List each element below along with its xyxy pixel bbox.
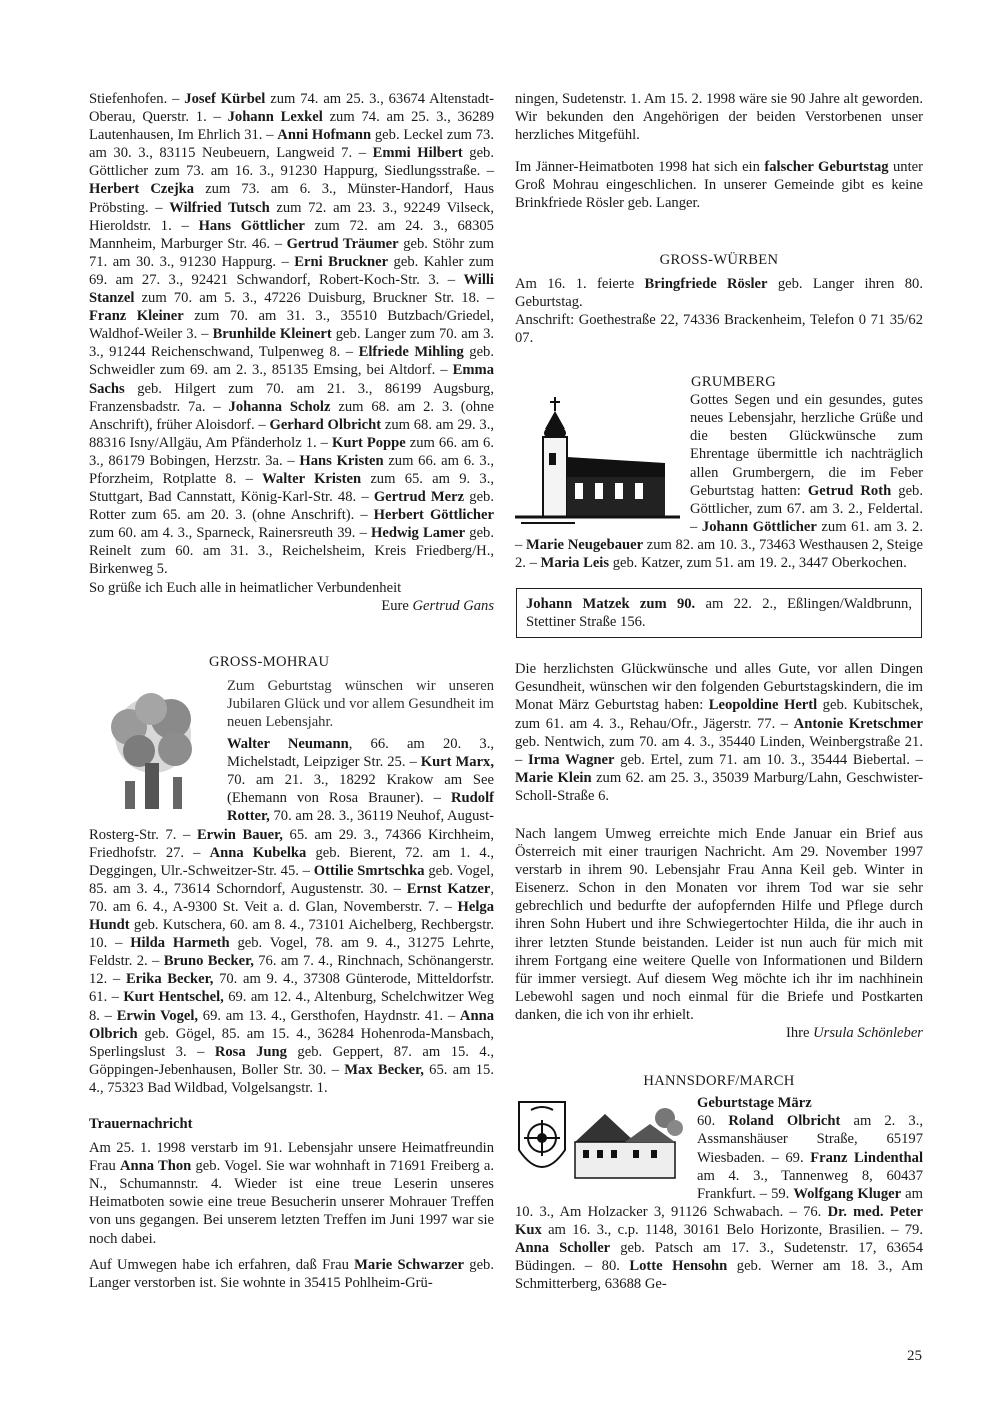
closing-line: So grüße ich Euch alle in heimatlicher Verbundenheit: [89, 579, 402, 596]
person-name: Rosa Jung: [214, 1043, 287, 1060]
text-run: 70. am 21. 3., 18292 Krakow am See (Ehemann von Rosa Brauner). –: [227, 772, 494, 807]
town-crest-illustration: [515, 1094, 687, 1186]
person-name: Marie Schwarzer: [354, 1256, 464, 1273]
text-run: zum 72. am 24. 3., 68305 Mannheim, Marburger Str. 46. –: [89, 217, 494, 252]
text-run: am 2. 3., Assmanshäuser Straße, 65197 Wiesbaden. – 69.: [697, 1113, 924, 1166]
text-run: Auf Umwegen habe ich erfahren, daß Frau: [89, 1256, 355, 1273]
continuation-text: ningen, Sudetenstr. 1. Am 15. 2. 1998 wäre sie 90 Jahre alt geworden. Wir bekunden den Angehörigen der beiden Verstorbenen unser herzliches Mitgefühl.: [515, 91, 923, 144]
signature-name: Gertrud Gans: [412, 597, 494, 614]
person-name: Hilda Harmeth: [130, 935, 230, 952]
section-title-trauernachricht: Trauernachricht: [89, 1115, 193, 1132]
text-run: zum 72. am 23. 3., 92249 Vilseck, Hieroldstr. 1. –: [89, 199, 494, 234]
person-name: Elfriede Mihling: [358, 344, 464, 361]
person-name: Kurt Hentschel,: [123, 989, 224, 1006]
person-name: Ernst Katzer: [406, 880, 491, 897]
text-run: 70. am 9. 4., 37308 Günterode, Mitteldorfstr. 61. –: [89, 971, 494, 1006]
section-title-gross-wuerben: GROSS-WÜRBEN: [659, 251, 779, 268]
crest-icon: [515, 1094, 687, 1186]
text-run: geb. Hilgert zum 70. am 21. 3., 86199 Augsburg, Franzensbadstr. 7a. –: [89, 380, 494, 415]
person-name: Erwin Vogel,: [116, 1007, 199, 1024]
person-name: Rudolf Rotter,: [227, 790, 494, 825]
text-run: Die herzlichsten Glückwünsche und alles Gute, vor allen Dingen Gesundheit, wünschen wir den folgenden Geburtstagskindern, die im Monat März Geburtstag haben:: [515, 661, 923, 714]
highlight-box: [516, 588, 922, 638]
person-name: Willi Stanzel: [89, 271, 494, 307]
text-run: geb. Werner am 18. 3., Am Schmitterberg, 63688 Ge-: [515, 1258, 923, 1293]
person-name: Johanna Scholz: [228, 398, 331, 415]
text-run: zum 73. am 6. 3., Münster-Handorf, Haus Pröbsting. –: [89, 181, 494, 216]
gross-mohrau-intro: Zum Geburtstag wünschen wir unseren Jubilaren Glück und vor allem Gesundheit im neuen Lebensjahr.: [227, 677, 494, 730]
text-run: zum 70. am 5. 3., 47226 Duisburg, Bruckner Str. 18. –: [134, 290, 494, 307]
person-name: Emma Sachs: [89, 362, 494, 397]
person-name: Walter Neumann: [227, 736, 349, 753]
person-name: Herbert Göttlicher: [373, 507, 494, 524]
signature-right-name: Ursula Schönleber: [813, 1025, 923, 1042]
person-name: Johann Göttlicher: [701, 518, 817, 535]
person-name: Leopoldine Hertl: [708, 697, 818, 714]
person-name: Marie Neugebauer: [525, 536, 644, 553]
text-run: geb. Vogel. Sie war wohnhaft in 71691 Freiberg a. N., Schumannstr. 4. Wieder ist eine treue Leserin unseres Heimatboten sowie eine treue Besucherin unserer Mohrauer Treffen von uns gegangen. Bei unserem letzten Treffen im Juni 1997 war sie noch dabei.: [89, 1158, 494, 1247]
person-name: Gertrud Merz: [373, 489, 465, 506]
text-run: zum 66. am 6. 3., Pforzheim, Rotplatte 8. –: [89, 452, 494, 487]
text-run: zum 65. am 9. 3., Stuttgart, Bad Cannstatt, König-Karl-Str. 48. –: [89, 470, 495, 506]
text-run: geb. Katzer, zum 51. am 19. 2., 3447 Oberkochen.: [609, 554, 907, 571]
text-run: 65. am 15. 4., 75323 Bad Wildbad, Volgelsangstr. 1.: [89, 1061, 494, 1096]
person-name: Kurt Poppe: [332, 434, 406, 451]
text-run: am 4. 3., Tannenweg 8, 60437 Frankfurt. – 59.: [697, 1167, 923, 1202]
section-title-grumberg: GRUMBERG: [691, 374, 777, 391]
text-run: geb. Stöhr zum 71. am 30. 3., 91230 Happurg. –: [89, 235, 495, 270]
person-name: Franz Kleiner: [89, 308, 184, 325]
text-run: zum 60. am 4. 3., Sparneck, Rainersreuth 39. –: [89, 525, 372, 542]
text-run: geb. Kutschera, 60. am 8. 4., 73101 Aichelberg, Rechbergstr. 10. –: [89, 917, 494, 952]
trauernachricht-text: [89, 1139, 494, 1248]
person-name: Anni Hofmann: [277, 127, 372, 144]
text-run: geb. Reinelt zum 60. am 31. 3., Reichelsheim, Kreis Friedberg/H., Birkenweg 5.: [89, 525, 494, 578]
person-name: Anna Thon: [119, 1158, 192, 1175]
text-run: geb. Göttlicher, zum 67. am 3. 2., Feldertal. –: [690, 482, 923, 535]
text-run: zum 61. am 3. 2. –: [515, 518, 923, 553]
text-run: unter Groß Mohrau eingeschlichen. In unserer Gemeinde gibt es keine Brinkfriede Rösler geb. Langer.: [515, 159, 923, 212]
text-run: zum 68. am 2. 3. (ohne Anschrift), früher Aloisdorf. –: [89, 398, 494, 433]
person-name: Ottilie Smrtschka: [313, 862, 425, 879]
person-name: Max Becker,: [344, 1061, 424, 1078]
person-name: Maria Leis: [540, 554, 610, 571]
gross-wuerben-address: Anschrift: Goethestraße 22, 74336 Brackenheim, Telefon 0 71 35/62 07.: [515, 311, 923, 346]
person-name: Hans Göttlicher: [198, 217, 305, 234]
person-name: Hedwig Lamer: [371, 525, 466, 542]
text-run: geb. Kubitschek, zum 61. am 4. 3., Rehau/Ofr., Jägerstr. 77. –: [515, 697, 923, 732]
text-run: , 66. am 20. 3., Michelstadt, Leipziger Str. 25. –: [227, 736, 494, 771]
text-run: geb. Gögel, 85. am 15. 4., 36284 Hohenroda-Mansbach, Sperlingslust 3. –: [89, 1025, 494, 1060]
text-run: am 10. 3., Am Holzacker 3, 91126 Schwabach. – 76.: [515, 1185, 923, 1220]
text-run: geb. Patsch am 17. 3., Sudetenstr. 17, 63654 Büdingen. – 80.: [515, 1239, 923, 1275]
box-text: am 22. 2., Eßlingen/Waldbrunn, Stettiner Straße 156.: [526, 596, 912, 631]
text-run: geb. Geppert, 87. am 15. 4., Göppingen-Jebenhausen, Boller Str. 30. –: [89, 1043, 494, 1078]
text-run: geb. Vogel, 78. am 9. 4., 31275 Lehrte, Feldstr. 2. –: [89, 935, 494, 970]
text-run: zum 74. am 25. 3., 36289 Lautenhausen, Im Ehrlich 31. –: [89, 109, 494, 144]
person-name: Marie Klein: [515, 769, 592, 786]
person-name: Anna Olbrich: [89, 1007, 494, 1042]
tree-icon: [89, 687, 217, 815]
person-name: Antonie Kretschmer: [793, 715, 923, 732]
person-name: Getrud Roth: [807, 482, 892, 499]
person-name: Lotte Hensohn: [629, 1258, 728, 1275]
text-run: zum 68. am 29. 3., 88316 Isny/Allgäu, Am Pfänderholz 1. –: [89, 416, 494, 451]
person-name: Wilfried Tutsch: [169, 199, 270, 216]
person-name: Gerhard Olbricht: [269, 416, 382, 433]
text-run: Gottes Segen und ein gesundes, gutes neues Lebensjahr, herzliche Grüße und die besten Glückwünsche zum Ehrentage übermittle ich nachträglich allen Grumbergern, die im Feber Geburtstag hatten:: [690, 392, 923, 499]
person-name: Wolfgang Kluger: [793, 1185, 902, 1202]
text-run: zum 70. am 31. 3., 35510 Butzbach/Griedel, Waldhof-Weiler 3. –: [89, 308, 494, 343]
text-run: geb. Langer verstorben ist. Sie wohnte in 35415 Pohlheim-Grü-: [89, 1256, 494, 1291]
text-run: geb. Ertel, zum 71. am 10. 3., 35444 Biebertal. –: [614, 751, 923, 768]
person-name: Johann Lexkel: [227, 109, 323, 126]
person-name: Erika Becker,: [125, 971, 214, 988]
tree-illustration: [89, 687, 217, 815]
text-run: zum 62. am 25. 3., 35039 Marburg/Lahn, Geschwister-Scholl-Straße 6.: [515, 769, 923, 804]
text-run: am 16. 3., c.p. 1148, 30161 Belo Horizonte, Brasilien. – 79.: [541, 1221, 923, 1238]
text-run: zum 82. am 10. 3., 73463 Westhausen 2, Steige 2. –: [515, 536, 923, 571]
person-name: Kurt Marx,: [420, 754, 494, 771]
gross-wuerben-text: [515, 275, 923, 311]
person-name: Franz Lindenthal: [810, 1149, 923, 1166]
person-name: Emmi Hilbert: [372, 145, 463, 162]
person-name: Erwin Bauer,: [196, 826, 283, 843]
section-title-gross-mohrau: GROSS-MOHRAU: [209, 653, 330, 670]
person-name: Bruno Becker,: [163, 953, 254, 970]
page-number: 25: [907, 1348, 922, 1364]
maerz-birthdays: [515, 660, 923, 805]
person-name: Brunhilde Kleinert: [212, 326, 332, 343]
anna-keil-text: Nach langem Umweg erreichte mich Ende Januar ein Brief aus Österreich mit einer traurigen Nachricht. Am 29. November 1997 verstarb in ihrem 90. Lebensjahr Frau Anna Keil geb. Winter in Eisenerz. Schon in den Monaten vor ihrem Tod war sie sehr gebrechlich und bedurfte der aufopfernden Hilfe und Pflege durch ihren Sohn Hubert und ihre Schwiegertochter Hilda, die ihr auch in ihrer letzten Stunde beistanden. Leider ist nun auch für mich mit ihrem Fortgang eine weitere Quelle von Informationen und Bildern für immer versiegt. Auf diesem Weg möchte ich ihr im nachhinein Lebewohl sagen und noch einmal für die Briefe und Postkarten danken, die ich von ihr erhielt.: [515, 826, 923, 1023]
text-run: geb. Nentwich, zum 70. am 4. 3., 35440 Linden, Weinbergstraße 21. –: [515, 733, 923, 768]
text-run: geb. Vogel, 85. am 3. 4., 73614 Schorndorf, Augustenstr. 30. –: [89, 862, 495, 897]
text-run: 65. am 29. 3., 74366 Kirchheim, Friedhofstr. 27. –: [89, 826, 495, 861]
person-name: Bringfriede Rösler: [644, 275, 768, 292]
text-run: Am 25. 1. 1998 verstarb im 91. Lebensjahr unsere Heimatfreundin Frau: [89, 1140, 494, 1175]
text-run: geb. Göttlicher zum 73. am 16. 3., 91230 Happurg, Siedlungsstraße. –: [89, 145, 494, 180]
signature: Eure Gertrud Gans: [381, 597, 494, 614]
birthday-list: [89, 90, 494, 579]
text-run: geb. Leckel zum 73. am 30. 3., 83115 Neubeuern, Langweid 7. –: [89, 127, 495, 162]
person-name: Gertrud Träumer: [286, 235, 399, 252]
person-name: Irma Wagner: [527, 751, 615, 768]
text-run: , 70. am 6. 4., A-9300 St. Veit a. d. Glan, Novemberstr. 7. –: [89, 880, 494, 915]
person-name: Anna Kubelka: [209, 844, 307, 861]
left-column: [89, 90, 494, 1292]
person-name: Helga Hundt: [89, 898, 494, 934]
text-run: geb. Bierent, 72. am 1. 4., Deggingen, Ulr.-Schweitzer-Str. 45. –: [89, 844, 495, 879]
text-run: Im Jänner-Heimatboten 1998 hat sich ein: [515, 159, 765, 176]
signature-right: Ihre Ursula Schönleber: [785, 1025, 923, 1042]
person-name: Walter Kristen: [262, 470, 362, 487]
text-run: 69. am 12. 4., Altenburg, Schelchwitzer Weg 8. –: [89, 989, 494, 1024]
text-run: 60.: [697, 1113, 729, 1130]
text-run: geb. Langer zum 70. am 3. 3., 91244 Reichenschwand, Tulpenweg 8. –: [89, 326, 495, 361]
section-title-hannsdorf: HANNSDORF/MARCH: [643, 1073, 795, 1090]
text-run: 70. am 28. 3., 36119 Neuhof, August-Rosterg-Str. 7. –: [89, 808, 494, 843]
hannsdorf-subtitle: Geburtstage März: [697, 1095, 812, 1112]
text-run: Am 16. 1. feierte: [515, 275, 645, 292]
person-name: Erni Bruckner: [294, 253, 389, 270]
person-name: Anna Scholler: [515, 1239, 611, 1256]
text-run: geb. Kahler zum 69. am 27. 3., 92421 Schwandorf, Robert-Koch-Str. 3. –: [89, 253, 494, 288]
jaenner-correction: [515, 158, 923, 212]
church-illustration: [515, 393, 680, 533]
person-name: Josef Kürbel: [184, 91, 266, 107]
person-name: Herbert Czejka: [89, 181, 195, 198]
umweg-text: [89, 1256, 494, 1292]
person-name: Dr. med. Peter Kux: [515, 1203, 923, 1238]
person-name: falscher Geburtstag: [764, 159, 889, 176]
right-column: [515, 90, 923, 1293]
person-name: Hans Kristen: [299, 452, 384, 469]
text-run: geb. Schweidler zum 69. am 2. 3., 85135 Emsing, bei Altdorf. –: [89, 344, 494, 379]
person-name: Roland Olbricht: [728, 1113, 841, 1130]
box-name: Johann Matzek zum 90.: [526, 596, 696, 613]
text-run: zum 74. am 25. 3., 63674 Altenstadt-Oberau, Querstr. 1. –: [89, 91, 494, 126]
church-icon: [515, 393, 680, 533]
text-run: geb. Langer ihren 80. Geburtstag.: [515, 275, 923, 310]
text-run: 76. am 7. 4., Rinchnach, Schönangerstr. 12. –: [89, 953, 494, 988]
text-run: geb. Rotter zum 65. am 20. 3. (ohne Anschrift). –: [89, 489, 494, 524]
text-run: Stiefenhofen. –: [89, 91, 185, 107]
text-run: 69. am 13. 4., Gersthofen, Haydnstr. 41. –: [198, 1007, 460, 1024]
text-run: zum 66. am 6. 3., 86179 Bobingen, Herzstr. 3a. –: [89, 434, 494, 469]
